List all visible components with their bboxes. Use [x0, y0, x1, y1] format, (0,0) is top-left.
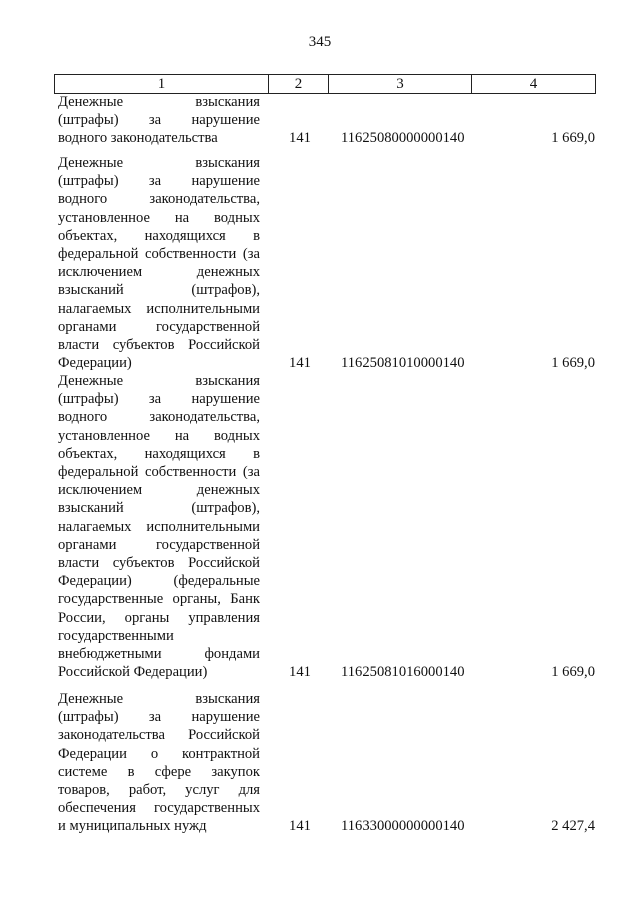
header-col-2: 2 [268, 74, 328, 94]
description-line: власти субъектов Российской [58, 337, 260, 354]
description-line: водного законодательства, [58, 191, 260, 208]
row-amount: 2 427,4 [551, 818, 595, 835]
description-line: органами государственной [58, 318, 260, 335]
description-line: Федерации о контрактной [58, 745, 260, 762]
description-line: взысканий (штрафов), [58, 282, 260, 299]
row-description [58, 93, 260, 148]
description-line: России, органы управления [58, 609, 260, 626]
description-line: исключением денежных [58, 264, 260, 281]
page-number: 345 [308, 34, 332, 50]
description-line: Денежные взыскания [58, 94, 260, 110]
description-line: товаров, работ, услуг для [58, 782, 260, 799]
description-line: Федерации) (федеральные [58, 573, 260, 590]
description-line: обеспечения государственных [58, 800, 260, 817]
description-line: исключением денежных [58, 482, 260, 499]
description-line: установленное на водных [58, 209, 260, 226]
row-admin-code: 141 [289, 818, 311, 835]
description-line: объектах, находящихся в [58, 445, 260, 462]
description-line: государственными [58, 627, 174, 644]
description-line: водного законодательства, [58, 409, 260, 426]
description-line: (штрафы) за нарушение [58, 112, 260, 129]
header-col-4: 4 [471, 74, 596, 94]
row-admin-code: 141 [289, 664, 311, 681]
description-line: Федерации) [58, 355, 132, 372]
description-line: федеральной собственности (за [58, 246, 260, 263]
description-line: объектах, находящихся в [58, 227, 260, 244]
description-line: (штрафы) за нарушение [58, 173, 260, 190]
row-description [58, 690, 260, 836]
description-line: налагаемых исполнительными [58, 300, 260, 317]
row-admin-code: 141 [289, 130, 311, 147]
row-budget-code: 11633000000000140 [341, 818, 465, 835]
row-amount: 1 669,0 [551, 130, 595, 147]
row-budget-code: 11625080000000140 [341, 130, 465, 147]
row-budget-code: 11625081010000140 [341, 355, 465, 372]
description-line: взысканий (штрафов), [58, 500, 260, 517]
description-line: (штрафы) за нарушение [58, 391, 260, 408]
row-amount: 1 669,0 [551, 355, 595, 372]
header-col-1: 1 [54, 74, 268, 94]
header-col-3: 3 [328, 74, 471, 94]
description-line: налагаемых исполнительными [58, 518, 260, 535]
description-line: (штрафы) за нарушение [58, 709, 260, 726]
description-line: Денежные взыскания [58, 373, 260, 389]
description-line: Денежные взыскания [58, 155, 260, 171]
description-line: федеральной собственности (за [58, 464, 260, 481]
row-amount: 1 669,0 [551, 664, 595, 681]
row-description [58, 372, 260, 681]
description-line: внебюджетными фондами [58, 646, 260, 663]
description-line: власти субъектов Российской [58, 555, 260, 572]
description-line: законодательства Российской [58, 727, 260, 744]
description-line: водного законодательства [58, 130, 218, 147]
description-line: Денежные взыскания [58, 691, 260, 707]
table-header-row [54, 74, 596, 92]
description-line: и муниципальных нужд [58, 818, 207, 835]
row-description [58, 154, 260, 372]
description-line: Российской Федерации) [58, 664, 208, 681]
description-line: установленное на водных [58, 427, 260, 444]
description-line: государственные органы, Банк [58, 591, 260, 608]
description-line: системе в сфере закупок [58, 763, 260, 780]
row-budget-code: 11625081016000140 [341, 664, 465, 681]
description-line: органами государственной [58, 536, 260, 553]
row-admin-code: 141 [289, 355, 311, 372]
